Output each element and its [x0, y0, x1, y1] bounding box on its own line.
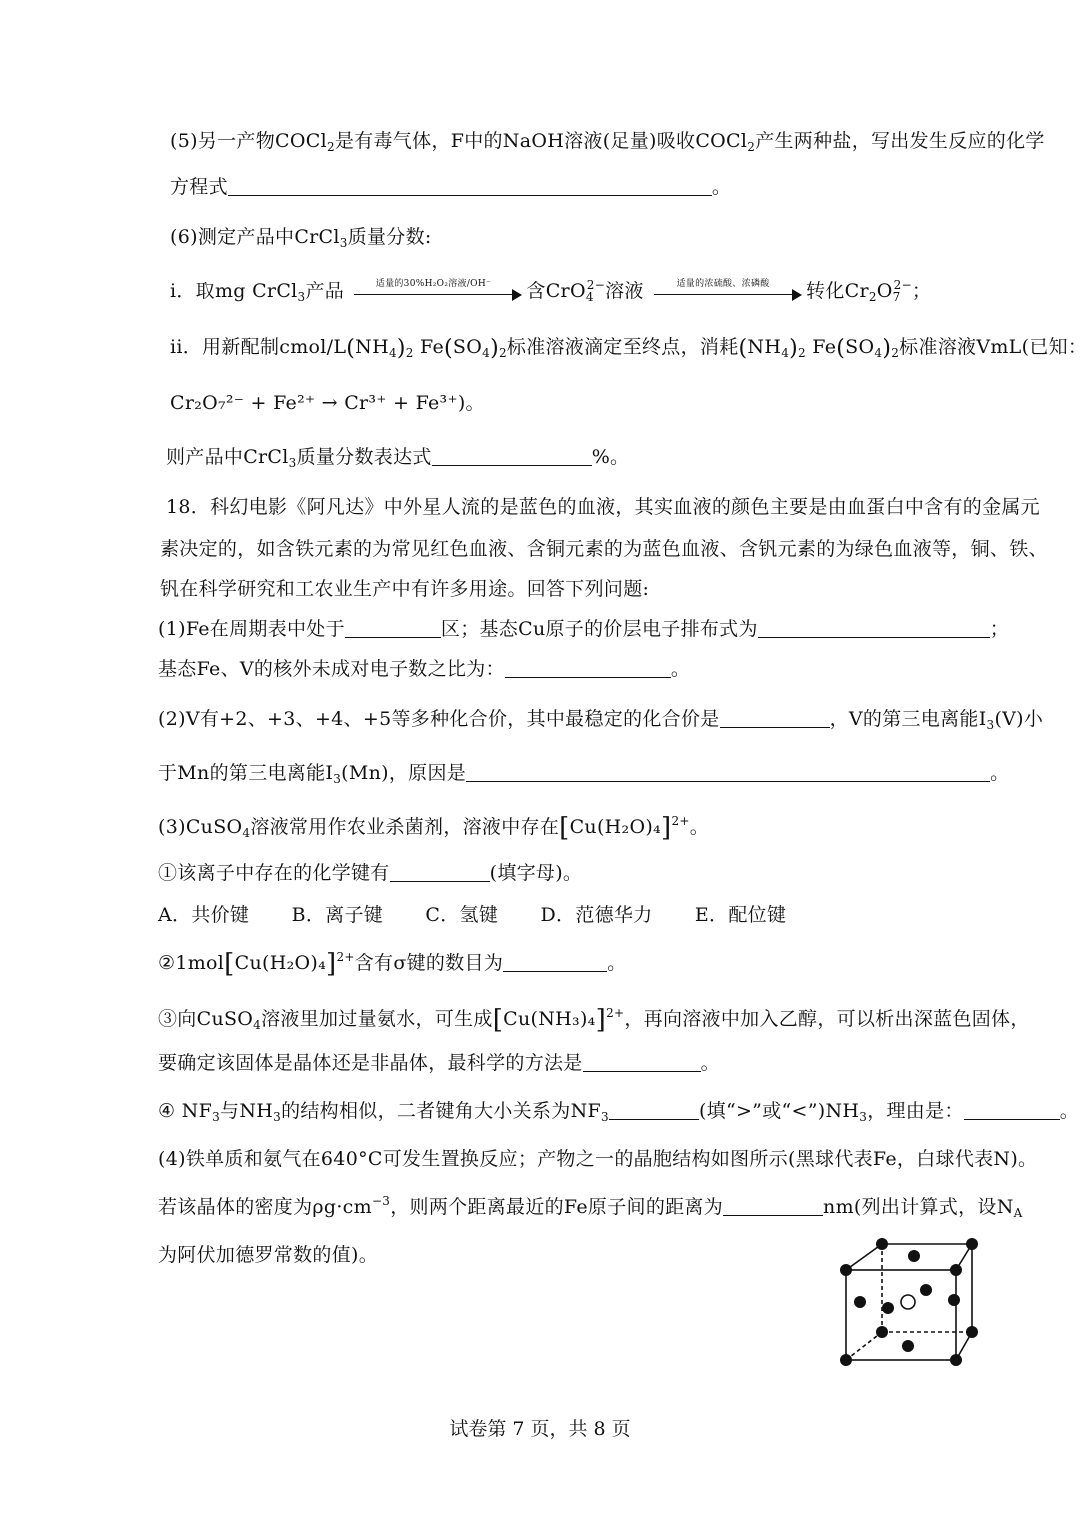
- page-footer: 试卷第 7 页，共 8 页: [449, 1418, 631, 1440]
- fe-atom: [876, 1238, 888, 1250]
- q17-step-ii: ii．用新配制cmol/$L(NH_4)_2$ $Fe(SO_4)_2$标准溶液滴定至终点，消耗$(NH_4)_2$ $Fe(SO_4)_2$标准溶液VmL(已知：: [170, 336, 1087, 361]
- q18-part3-options: [158, 902, 786, 928]
- answer-blank-reason[interactable]: [466, 761, 990, 782]
- q18-part4-line1: (4)铁单质和氨气在640°C可发生置换反应；产物之一的晶胞结构如图所示(黑球代表Fe，白球代表N)。: [158, 1148, 1038, 1170]
- q18-part1-line2: 基态Fe、V的核外未成对电子数之比为： 。: [158, 658, 691, 680]
- fe-atom: [840, 1354, 852, 1366]
- fe-atom: [902, 1340, 914, 1352]
- option-e: E．配位键: [694, 904, 787, 926]
- q17-part5-line2: 方程式 。: [170, 176, 732, 198]
- answer-blank-equation[interactable]: [228, 175, 712, 196]
- answer-blank-mass-fraction[interactable]: [432, 445, 592, 466]
- q18-intro-line2: 素决定的，如含铁元素的为常见红色血液、含铜元素的为蓝色血液、含钒元素的为绿色血液等，铜、铁、: [160, 538, 1048, 560]
- q18-part3-q2: $②1mol[Cu(H_2O)_4]^{2+}$含有σ键的数目为 。: [158, 949, 627, 979]
- q18-part4-line3: 为阿伏加德罗常数的值)。: [158, 1244, 379, 1266]
- fe-atom: [966, 1326, 978, 1338]
- answer-blank-unpaired-ratio[interactable]: [505, 657, 671, 678]
- fe-atom: [876, 1326, 888, 1338]
- n-atom: [901, 1295, 915, 1309]
- answer-blank-fe-distance[interactable]: [723, 1195, 823, 1216]
- q18-intro-line1: 18．科幻电影《阿凡达》中外星人流的是蓝色的血液，其实血液的颜色主要是由血蛋白中含有的金属元: [166, 496, 1040, 518]
- q17-result: 则产品中CrCl$_3$质量分数表达式 %。: [166, 446, 630, 470]
- answer-blank-method[interactable]: [583, 1051, 701, 1072]
- fe-atom: [950, 1264, 962, 1276]
- answer-blank-angle-compare[interactable]: [609, 1099, 699, 1120]
- q18-part3-q4: ④ $NF_3$与$NH_3$的结构相似，二者键角大小关系为$NF_3$ (填“>”或“$<”)NH_3$，理由是： 。: [158, 1100, 1080, 1124]
- answer-blank-bond-types[interactable]: [390, 861, 490, 882]
- reaction-arrow-1: 适量的30%H₂O₂溶液/OH⁻: [354, 281, 522, 303]
- answer-blank-block[interactable]: [345, 617, 441, 638]
- q17-known-equation: Cr₂O₇²⁻ + Fe²⁺ → Cr³⁺ + Fe³⁺)。: [170, 392, 485, 414]
- fe-atom: [950, 1354, 962, 1366]
- option-d: D．范德华力: [540, 904, 653, 926]
- option-b: B．离子键: [291, 904, 384, 926]
- q18-part3-q3-line2: 要确定该固体是晶体还是非晶体，最科学的方法是 。: [158, 1052, 720, 1074]
- q18-part3-q1: ①该离子中存在的化学键有 (填字母)。: [158, 862, 583, 884]
- fe-atom: [840, 1264, 852, 1276]
- crystal-unit-cell-figure: [826, 1232, 1006, 1372]
- q17-part6-title: (6)测定产品中CrCl$_3$质量分数:: [170, 226, 432, 250]
- answer-blank-sigma-count[interactable]: [503, 951, 607, 972]
- fe-atom: [920, 1284, 932, 1296]
- q18-intro-line3: 钒在科学研究和工农业生产中有许多用途。回答下列问题:: [160, 578, 650, 600]
- fe-atom: [948, 1294, 960, 1306]
- option-c: C．氢键: [425, 904, 499, 926]
- fe-atom: [882, 1302, 894, 1314]
- fe-atom: [854, 1296, 866, 1308]
- answer-blank-angle-reason[interactable]: [964, 1099, 1060, 1120]
- q18-part3-intro: (3)CuSO$_4$溶液常用作农业杀菌剂，溶液中存在$[Cu(H_2O)_4]^{2+}$。: [158, 813, 710, 843]
- q17-step-i: i．取mg CrCl$_3$产品 适量的30%H₂O₂溶液/OH⁻ 含CrO$_4^{2-}$溶液 适量的浓硫酸、浓磷酸 转化$Cr_2O_7^{2-}$；: [170, 278, 932, 304]
- q18-part4-line2: 若该晶体的密度为$\rho g\cdot cm^{-3}$，则两个距离最近的Fe原子间的距离为 nm(列出计算式，设$N_A$: [158, 1194, 1023, 1220]
- option-a: A．共价键: [158, 904, 250, 926]
- q18-part2-line2: 于Mn的第三电离能$I_3(Mn)$，原因是 。: [158, 762, 1010, 786]
- answer-blank-stable-valence[interactable]: [720, 707, 830, 728]
- fe-atom: [908, 1250, 920, 1262]
- answer-blank-cu-config[interactable]: [758, 617, 990, 638]
- q17-part5-line1: (5)另一产物COCl$_2$是有毒气体，F中的NaOH溶液(足量)吸收COCl$_2$产生两种盐，写出发生反应的化学: [170, 130, 1045, 154]
- q18-part3-q3-line1: ③向CuSO$_4$溶液里加过量氨水，可生成$[Cu(NH_3)_4]^{2+}$，再向溶液中加入乙醇，可以析出深蓝色固体，: [158, 1005, 1030, 1035]
- q18-part1-line1: (1)Fe在周期表中处于 区；基态Cu原子的价层电子排布式为 ；: [158, 618, 1010, 640]
- reaction-arrow-2: 适量的浓硫酸、浓磷酸: [654, 281, 802, 303]
- q18-part2-line1: (2)V有+2、+3、+4、+5等多种化合价，其中最稳定的化合价是 ，V的第三电离能$I_3(V)$小: [158, 708, 1044, 732]
- fe-atom: [966, 1238, 978, 1250]
